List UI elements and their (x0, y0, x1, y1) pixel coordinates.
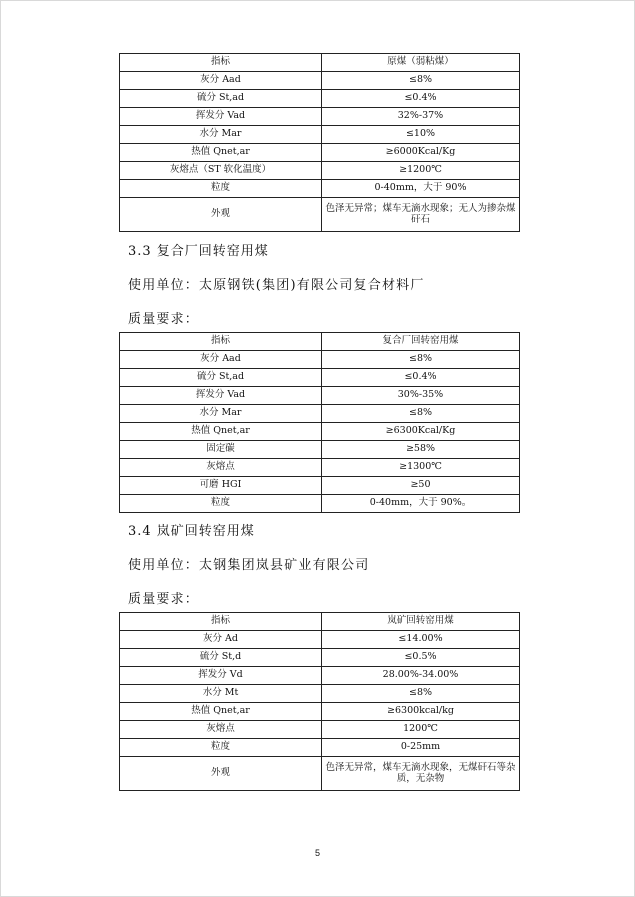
table-cell: 热值 Qnet,ar (120, 703, 322, 721)
table-cell: ≥1200℃ (322, 162, 520, 180)
table-cell: 灰分 Aad (120, 351, 322, 369)
table-header-row (120, 613, 520, 631)
table-cell: 0-40mm，大于 90% (322, 180, 520, 198)
page-number: 5 (314, 848, 320, 858)
table-row (120, 180, 520, 198)
table-cell: 水分 Mar (120, 126, 322, 144)
table-cell: ≤8% (322, 72, 520, 90)
table-cell: 硫分 St,ad (120, 369, 322, 387)
table-row (120, 757, 520, 791)
table-row (120, 459, 520, 477)
table-row (120, 90, 520, 108)
header-cell: 原煤（弱粘煤） (322, 54, 520, 72)
table-cell: 灰分 Ad (120, 631, 322, 649)
quality-label: 质量要求： (128, 592, 200, 607)
table-header-row (120, 54, 520, 72)
table-cell: ≥6300kcal/kg (322, 703, 520, 721)
table-cell: 灰熔点 (120, 459, 322, 477)
table-cell: ≤14.00% (322, 631, 520, 649)
table-row (120, 685, 520, 703)
table-row (120, 387, 520, 405)
table-row (120, 423, 520, 441)
table-cell: 粒度 (120, 495, 322, 513)
table-cell: ≥58% (322, 441, 520, 459)
table-cell: 粒度 (120, 739, 322, 757)
table-row (120, 721, 520, 739)
table-row (120, 126, 520, 144)
table-row (120, 162, 520, 180)
table-cell: 挥发分 Vd (120, 667, 322, 685)
table-cell: 32%-37% (322, 108, 520, 126)
table-cell: 挥发分 Vad (120, 108, 322, 126)
table-cell: ≥50 (322, 477, 520, 495)
table-cell: 灰熔点 (120, 721, 322, 739)
table-row (120, 351, 520, 369)
table-cell: 可磨 HGI (120, 477, 322, 495)
section-heading: 3.4 岚矿回转窑用煤 (128, 524, 255, 539)
table-cell: 0-25mm (322, 739, 520, 757)
table-cell: 粒度 (120, 180, 322, 198)
table-cell: 挥发分 Vad (120, 387, 322, 405)
table-cell: 外观 (120, 198, 322, 232)
table-row (120, 405, 520, 423)
table-row (120, 369, 520, 387)
table-cell: 灰熔点（ST 软化温度） (120, 162, 322, 180)
table-cell: ≤8% (322, 351, 520, 369)
table-cell: ≤10% (322, 126, 520, 144)
unit-line: 使用单位：太原钢铁(集团)有限公司复合材料厂 (128, 278, 425, 293)
table-cell: ≤0.4% (322, 90, 520, 108)
table-row (120, 441, 520, 459)
table-cell: 色泽无异常，煤车无滴水现象，无煤矸石等杂质，无杂物 (322, 757, 520, 791)
table-cell: ≥6300Kcal/Kg (322, 423, 520, 441)
table-header-row (120, 333, 520, 351)
table-cell: 0-40mm，大于 90%。 (322, 495, 520, 513)
table-cell: ≥1300℃ (322, 459, 520, 477)
table-cell: 色泽无异常；煤车无滴水现象；无人为掺杂煤矸石 (322, 198, 520, 232)
table-row (120, 108, 520, 126)
coal-spec-table-composite (119, 332, 520, 513)
header-cell: 指标 (120, 333, 322, 351)
table-row (120, 649, 520, 667)
table-cell: ≥6000Kcal/Kg (322, 144, 520, 162)
table-cell: 外观 (120, 757, 322, 791)
coal-spec-table-lanxian (119, 612, 520, 791)
table-cell: ≤8% (322, 685, 520, 703)
table-cell: 水分 Mar (120, 405, 322, 423)
header-cell: 复合厂回转窑用煤 (322, 333, 520, 351)
table-row (120, 739, 520, 757)
section-heading: 3.3 复合厂回转窑用煤 (128, 244, 269, 259)
table-cell: ≤0.4% (322, 369, 520, 387)
table-row (120, 477, 520, 495)
header-cell: 岚矿回转窑用煤 (322, 613, 520, 631)
table-cell: 30%-35% (322, 387, 520, 405)
table-cell: 热值 Qnet,ar (120, 144, 322, 162)
quality-label: 质量要求： (128, 312, 200, 327)
table-row (120, 495, 520, 513)
table-cell: 1200℃ (322, 721, 520, 739)
table-cell: 硫分 St,d (120, 649, 322, 667)
table-row (120, 198, 520, 232)
table-row (120, 631, 520, 649)
table-cell: 硫分 St,ad (120, 90, 322, 108)
table-cell: 水分 Mt (120, 685, 322, 703)
header-cell: 指标 (120, 54, 322, 72)
table-cell: 灰分 Aad (120, 72, 322, 90)
table-row (120, 667, 520, 685)
table-cell: ≤8% (322, 405, 520, 423)
table-cell: ≤0.5% (322, 649, 520, 667)
table-row (120, 703, 520, 721)
table-cell: 固定碳 (120, 441, 322, 459)
table-row (120, 144, 520, 162)
table-cell: 28.00%-34.00% (322, 667, 520, 685)
table-cell: 热值 Qnet,ar (120, 423, 322, 441)
coal-spec-table-raw (119, 53, 520, 232)
table-row (120, 72, 520, 90)
header-cell: 指标 (120, 613, 322, 631)
unit-line: 使用单位：太钢集团岚县矿业有限公司 (128, 558, 370, 573)
